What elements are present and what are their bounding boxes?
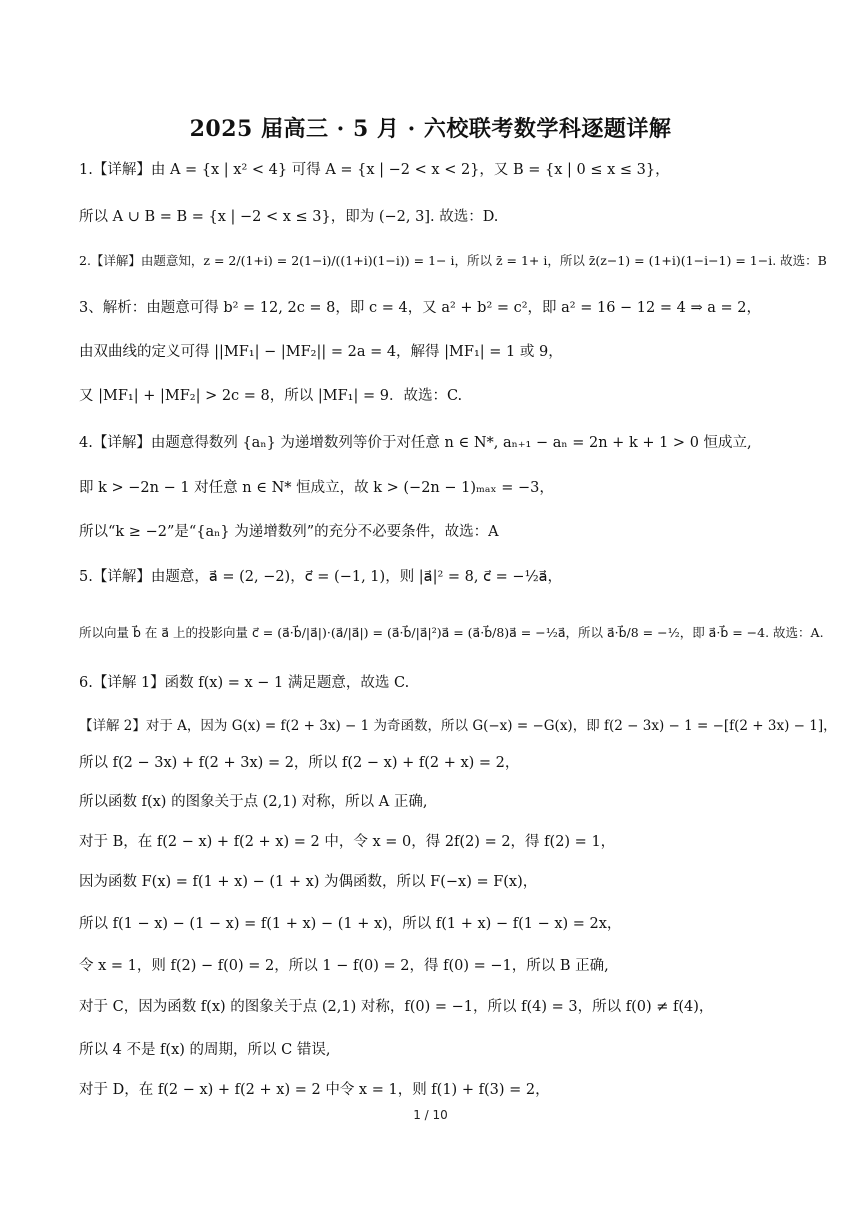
text-line: 对于 B，在 f(2 − x) + f(2 + x) = 2 中，令 x = 0，得 2f(2) = 2，得 f(2) = 1， [79,834,616,850]
page-title: 2025 届高三 · 5 月 · 六校联考数学科逐题详解 [189,116,672,142]
text-line: 即 k > −2n − 1 对任意 n ∈ N* 恒成立，故 k > (−2n − 1)ₘₐₓ = −3， [79,480,554,496]
text-line: 【详解 2】对于 A，因为 G(x) = f(2 + 3x) − 1 为奇函数，所以 G(−x) = −G(x)，即 f(2 − 3x) − 1 = −[f(2 + 3x) − 1]， [79,718,837,734]
text-line: 6.【详解 1】函数 f(x) = x − 1 满足题意，故选 C. [79,675,410,691]
text-line: 所以 f(2 − 3x) + f(2 + 3x) = 2，所以 f(2 − x) + f(2 + x) = 2， [79,755,520,771]
text-line: 2.【详解】由题意知，z = 2/(1+i) = 2(1−i)/((1+i)(1−i)) = 1− i，所以 z̄ = 1+ i，所以 z̄(z−1) = (1+i)(1−i−1) = 1−i. 故选：B [79,253,827,268]
text-line: 对于 D，在 f(2 − x) + f(2 + x) = 2 中令 x = 1，则 f(1) + f(3) = 2， [79,1082,550,1098]
text-line: 由双曲线的定义可得 ||MF₁| − |MF₂|| = 2a = 4，解得 |MF₁| = 1 或 9， [79,344,563,360]
text-line: 所以函数 f(x) 的图象关于点 (2,1) 对称，所以 A 正确, [79,794,428,810]
page-number: 1 / 10 [413,1108,448,1122]
text-line: 1.【详解】由 A = {x | x² < 4} 可得 A = {x | −2 < x < 2}，又 B = {x | 0 ≤ x ≤ 3}， [79,162,670,178]
text-line: 所以 f(1 − x) − (1 − x) = f(1 + x) − (1 + x)，所以 f(1 + x) − f(1 − x) = 2x， [79,916,622,932]
text-line: 令 x = 1，则 f(2) − f(0) = 2，所以 1 − f(0) = 2，得 f(0) = −1，所以 B 正确, [79,958,609,974]
text-line: 所以 4 不是 f(x) 的周期，所以 C 错误, [79,1042,331,1058]
text-line: 5.【详解】由题意，a⃗ = (2, −2)，c⃗ = (−1, 1)，则 |a⃗|² = 8, c⃗ = −½a⃗， [79,569,563,585]
text-line: 4.【详解】由题意得数列 {aₙ} 为递增数列等价于对任意 n ∈ N*, aₙ₊₁ − aₙ = 2n + k + 1 > 0 恒成立, [79,435,752,451]
text-line: 因为函数 F(x) = f(1 + x) − (1 + x) 为偶函数，所以 F(−x) = F(x)， [79,874,538,890]
text-line: 对于 C，因为函数 f(x) 的图象关于点 (2,1) 对称，f(0) = −1，所以 f(4) = 3，所以 f(0) ≠ f(4)， [79,999,714,1015]
text-line: 所以向量 b⃗ 在 a⃗ 上的投影向量 c⃗ = (a⃗·b⃗/|a⃗|)·(a⃗/|a⃗|) = (a⃗·b⃗/|a⃗|²)a⃗ = (a⃗·b⃗/8)a⃗ = −½a⃗，所以 a⃗·b⃗/8 = −½，即 a⃗·b⃗ = −4. 故选：A. [79,625,824,640]
text-line: 3、解析：由题意可得 b² = 12, 2c = 8，即 c = 4，又 a² + b² = c²，即 a² = 16 − 12 = 4 ⇒ a = 2， [79,300,761,316]
text-line: 所以 A ∪ B = B = {x | −2 < x ≤ 3}，即为 (−2, 3]. 故选：D. [79,209,499,225]
text-line: 又 |MF₁| + |MF₂| > 2c = 8，所以 |MF₁| = 9．故选：C. [79,388,463,404]
text-line: 所以“k ≥ −2”是“{aₙ} 为递增数列”的充分不必要条件，故选：A [79,524,499,540]
